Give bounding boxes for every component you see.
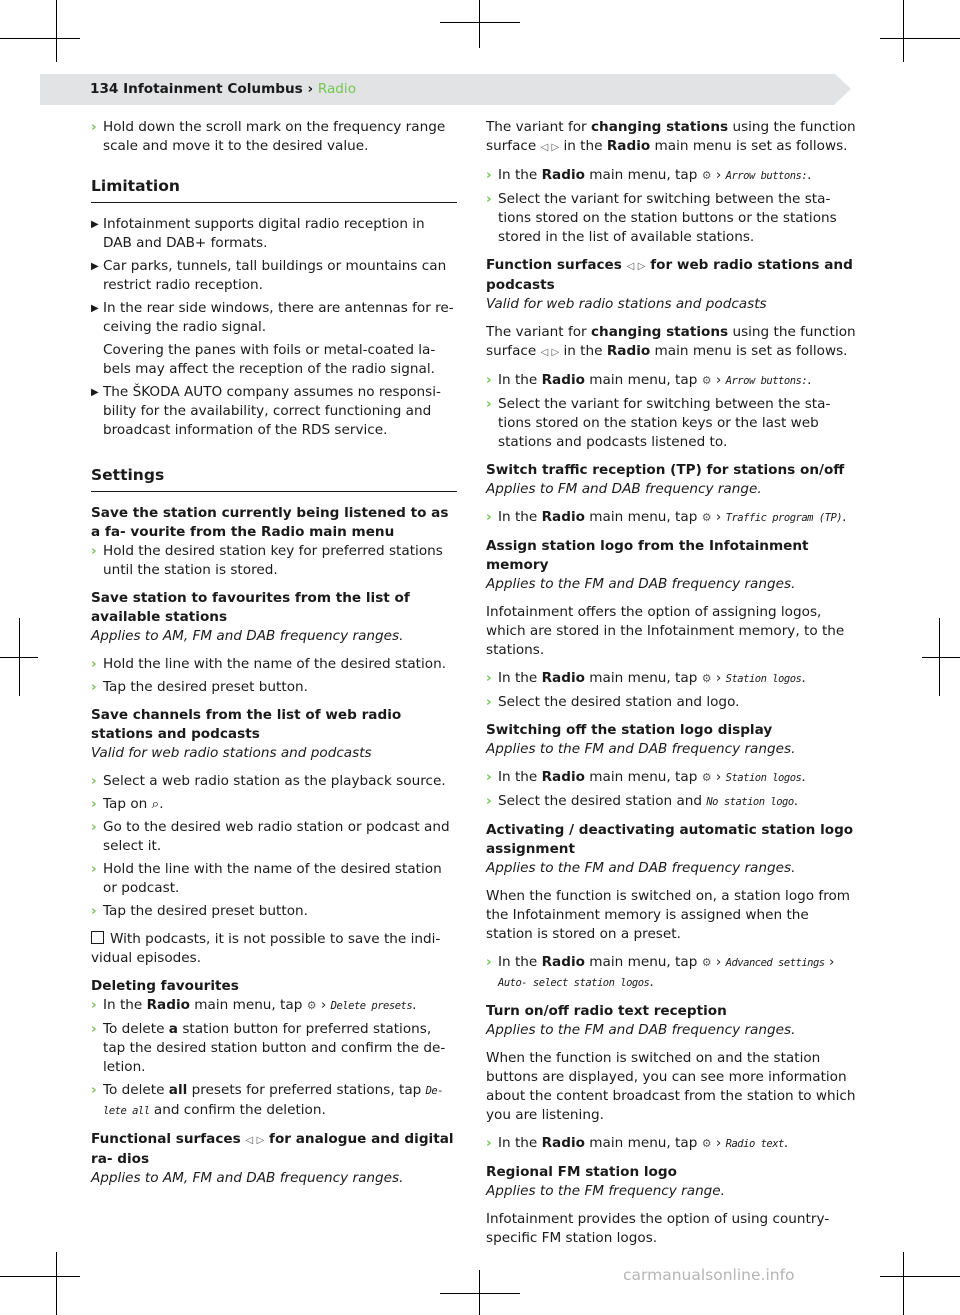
- step-item: [91, 772, 457, 791]
- step-chevron-icon: ›: [91, 819, 97, 835]
- paragraph: Infotainment provides the option of using country- specific FM station logos.: [486, 1211, 830, 1246]
- text: in the: [563, 138, 603, 154]
- triangle-bullet-icon: ▶: [91, 303, 99, 314]
- crop-mark: [479, 1270, 480, 1315]
- menu-name: Radio: [541, 509, 585, 525]
- step-item: [91, 655, 457, 674]
- step-text: .: [649, 974, 654, 990]
- step-chevron-icon: ›: [91, 679, 97, 695]
- paragraph: When the function is switched on and the station buttons are displayed, you can see more information about the content broadcast from the station to which you are listening.: [486, 1050, 856, 1123]
- step-item: [91, 795, 457, 814]
- crop-mark: [440, 1293, 520, 1294]
- title-text: Functional surfaces: [91, 1131, 241, 1147]
- text: using the function surface: [486, 324, 856, 359]
- settings-gear-icon: ⚙: [701, 1137, 712, 1150]
- step-text: main menu, tap: [589, 670, 698, 686]
- step-item: [91, 1081, 457, 1121]
- step-text: .: [842, 509, 847, 525]
- step-item: [91, 118, 457, 156]
- menu-command: Advanced settings: [725, 957, 825, 969]
- limitation-heading: Limitation: [91, 177, 457, 203]
- menu-name: Radio: [541, 769, 585, 785]
- subsection-title: Switch traffic reception (TP) for stations on/off: [486, 462, 845, 478]
- subsection-applies: Applies to the FM frequency range.: [486, 1183, 725, 1199]
- step-chevron-icon: ›: [486, 372, 492, 388]
- subsection-applies: Applies to the FM and DAB frequency ranges.: [486, 576, 796, 592]
- step-text: .: [801, 670, 806, 686]
- menu-name: Radio: [541, 372, 585, 388]
- triangle-bullet-icon: ▶: [91, 261, 99, 272]
- step-text: In the: [498, 769, 538, 785]
- note-icon: [91, 931, 104, 944]
- menu-command: Delete presets: [330, 1000, 413, 1012]
- step-text: main menu, tap: [194, 997, 303, 1013]
- settings-gear-icon: ⚙: [306, 999, 317, 1012]
- bullet-text: Infotainment supports digital radio reception in DAB and DAB+ formats.: [103, 216, 425, 251]
- menu-command: Traffic program (TP): [725, 512, 843, 524]
- step-text: .: [412, 997, 417, 1013]
- menu-command: Station logos: [725, 772, 802, 784]
- step-chevron-icon: ›: [91, 997, 97, 1013]
- nav-arrow-icon: ›: [715, 769, 722, 785]
- nav-arrow-icon: ›: [828, 954, 835, 970]
- step-chevron-icon: ›: [486, 191, 492, 207]
- emphasis: changing stations: [590, 324, 729, 340]
- step-item: [486, 768, 858, 788]
- right-column: [486, 118, 858, 1257]
- step-chevron-icon: ›: [91, 543, 97, 559]
- step-item: [486, 953, 858, 993]
- nav-arrow-icon: ›: [715, 954, 722, 970]
- step-text: Tap the desired preset button.: [103, 679, 308, 695]
- settings-gear-icon: ⚙: [701, 771, 712, 784]
- step-item: [486, 371, 858, 391]
- step-item: [486, 1134, 858, 1154]
- subsection-title: Save channels from the list of web radio stations and podcasts: [91, 707, 402, 742]
- nav-arrow-icon: ›: [715, 372, 722, 388]
- step-text: main menu, tap: [589, 372, 698, 388]
- step-text: presets for preferred stations, tap: [191, 1082, 422, 1098]
- subsection-applies: Applies to the FM and DAB frequency ranges.: [486, 741, 796, 757]
- text: The variant for: [486, 119, 587, 135]
- step-text: .: [159, 796, 164, 812]
- step-text: To delete: [103, 1082, 165, 1098]
- step-text: .: [807, 167, 812, 183]
- search-icon: ⌕: [151, 796, 160, 812]
- step-text: To delete: [103, 1021, 165, 1037]
- subsection-applies: Applies to AM, FM and DAB frequency ranges.: [91, 1170, 404, 1186]
- step-text: station button for preferred stations, tap the desired station button and confirm the de- letion.: [103, 1021, 446, 1075]
- text: main menu is set as follows.: [654, 138, 848, 154]
- step-chevron-icon: ›: [486, 670, 492, 686]
- step-chevron-icon: ›: [486, 167, 492, 183]
- menu-command: De- lete all: [103, 1085, 444, 1117]
- nav-arrow-icon: ›: [715, 167, 722, 183]
- step-text: Select the desired station and: [498, 793, 703, 809]
- step-item: [486, 395, 858, 452]
- step-text: In the: [103, 997, 143, 1013]
- step-item: [91, 542, 457, 580]
- nav-arrow-icon: ›: [320, 997, 327, 1013]
- settings-gear-icon: ⚙: [701, 511, 712, 524]
- title-text: for web radio stations and podcasts: [486, 257, 853, 293]
- emphasis: changing stations: [590, 119, 729, 135]
- step-chevron-icon: ›: [91, 1082, 97, 1098]
- step-item: [91, 902, 457, 921]
- emphasis: all: [168, 1082, 188, 1098]
- subsection-applies: Applies to FM and DAB frequency range.: [486, 481, 762, 497]
- crop-mark: [479, 0, 480, 48]
- step-text: Hold the line with the name of the desired station.: [103, 656, 447, 672]
- step-text: In the: [498, 1135, 538, 1151]
- step-chevron-icon: ›: [486, 396, 492, 412]
- note-text: With podcasts, it is not possible to save the indi- vidual episodes.: [91, 931, 441, 966]
- crop-mark: [880, 38, 960, 39]
- step-item: [91, 860, 457, 898]
- step-chevron-icon: ›: [486, 954, 492, 970]
- step-chevron-icon: ›: [91, 903, 97, 919]
- triangle-bullet-icon: ▶: [91, 219, 99, 230]
- text: main menu is set as follows.: [654, 343, 848, 359]
- bullet-item: [91, 383, 457, 440]
- step-text: Go to the desired web radio station or podcast and select it.: [103, 819, 450, 854]
- nav-arrow-icon: ›: [715, 670, 722, 686]
- section-title: Infotainment Columbus: [123, 81, 303, 97]
- subsection-title: [486, 256, 858, 295]
- menu-name: Radio: [606, 138, 651, 154]
- step-text: .: [793, 793, 799, 809]
- step-chevron-icon: ›: [91, 119, 97, 135]
- title-text: Function surfaces: [486, 257, 622, 273]
- step-chevron-icon: ›: [486, 769, 492, 785]
- emphasis: a: [168, 1021, 178, 1037]
- step-item: [486, 166, 858, 186]
- step-text: Select the variant for switching between the sta- tions stored on the station buttons or the stations stored in the list of available stations.: [498, 191, 837, 245]
- menu-command: Arrow buttons:: [725, 375, 808, 387]
- settings-gear-icon: ⚙: [701, 374, 712, 387]
- step-chevron-icon: ›: [91, 773, 97, 789]
- step-text: Select a web radio station as the playback source.: [103, 773, 446, 789]
- menu-name: Radio: [541, 1135, 585, 1151]
- breadcrumb-separator: ›: [307, 81, 314, 97]
- step-item: [486, 669, 858, 689]
- left-column: [91, 118, 457, 1197]
- settings-gear-icon: ⚙: [701, 956, 712, 969]
- crop-mark: [56, 1252, 57, 1315]
- menu-name: Radio: [606, 343, 651, 359]
- settings-heading: Settings: [91, 466, 457, 492]
- text: The variant for: [486, 324, 587, 340]
- subsection-title: [91, 1130, 457, 1169]
- arrow-buttons-icon: ◁ ▷: [245, 1135, 265, 1146]
- step-item: [486, 792, 858, 812]
- step-text: .: [801, 769, 806, 785]
- text: using the function surface: [486, 119, 856, 154]
- subsection-title: Save station to favourites from the list of available stations: [91, 590, 410, 625]
- step-text: .: [807, 372, 812, 388]
- bullet-item: [91, 215, 457, 253]
- step-item: [486, 693, 858, 712]
- crop-mark: [922, 657, 960, 658]
- step-item: [486, 190, 858, 247]
- menu-command: Radio text: [725, 1138, 784, 1150]
- subsection-applies: Applies to the FM and DAB frequency ranges.: [486, 860, 796, 876]
- bullet-subtext: Covering the panes with foils or metal-coated la- bels may affect the reception of the radio signal.: [103, 342, 436, 377]
- crop-mark: [903, 1252, 904, 1315]
- settings-gear-icon: ⚙: [701, 169, 712, 182]
- crop-mark: [0, 38, 80, 39]
- crop-mark: [939, 618, 940, 696]
- arrow-buttons-icon: ◁ ▷: [540, 142, 560, 153]
- subsection-title: Turn on/off radio text reception: [486, 1003, 727, 1019]
- step-text: main menu, tap: [589, 769, 698, 785]
- step-text: main menu, tap: [589, 1135, 698, 1151]
- subsection-title: Save the station currently being listened to as a fa- vourite from the Radio main menu: [91, 505, 449, 540]
- title-text: for analogue and digital ra- dios: [91, 1131, 454, 1167]
- subsection-applies: Applies to AM, FM and DAB frequency ranges.: [91, 628, 404, 644]
- crop-mark: [880, 1276, 960, 1277]
- paragraph: [486, 118, 858, 157]
- nav-arrow-icon: ›: [715, 1135, 722, 1151]
- step-text: .: [783, 1135, 789, 1151]
- step-text: In the: [498, 509, 538, 525]
- step-text: In the: [498, 372, 538, 388]
- step-chevron-icon: ›: [91, 1021, 97, 1037]
- step-text: Tap the desired preset button.: [103, 903, 308, 919]
- bullet-text: In the rear side windows, there are antennas for re- ceiving the radio signal.: [103, 300, 454, 335]
- step-chevron-icon: ›: [486, 509, 492, 525]
- step-text: main menu, tap: [589, 509, 698, 525]
- menu-command: Auto- select station logos: [498, 977, 650, 989]
- paragraph: Infotainment offers the option of assigning logos, which are stored in the Infotainment memory, to the stations.: [486, 604, 845, 658]
- step-text: In the: [498, 670, 538, 686]
- subsection-title: Deleting favourites: [91, 978, 239, 994]
- subsection-applies: Applies to the FM and DAB frequency ranges.: [486, 1022, 796, 1038]
- crop-mark: [56, 0, 57, 62]
- subsection-title: Radio: [317, 81, 357, 97]
- paragraph: When the function is switched on, a station logo from the Infotainment memory is assigned when the station is stored on a preset.: [486, 888, 851, 942]
- page-header: [90, 80, 356, 99]
- step-text: and confirm the deletion.: [153, 1102, 326, 1118]
- step-chevron-icon: ›: [91, 656, 97, 672]
- crop-mark: [440, 22, 520, 23]
- menu-name: Radio: [541, 954, 585, 970]
- subsection-title: Switching off the station logo display: [486, 722, 773, 738]
- step-text: main menu, tap: [589, 167, 698, 183]
- step-item: [91, 1020, 457, 1077]
- step-text: Tap on: [103, 796, 148, 812]
- nav-arrow-icon: ›: [715, 509, 722, 525]
- step-text: In the: [498, 954, 538, 970]
- header-band-tip: [835, 74, 851, 104]
- menu-name: Radio: [146, 997, 190, 1013]
- menu-command: Arrow buttons:: [725, 170, 808, 182]
- page-number: 134: [90, 81, 119, 97]
- bullet-text: Car parks, tunnels, tall buildings or mountains can restrict radio reception.: [103, 258, 447, 293]
- step-item: [486, 508, 858, 528]
- subsection-title: Assign station logo from the Infotainment memory: [486, 538, 809, 573]
- arrow-buttons-icon: ◁ ▷: [540, 347, 560, 358]
- step-text: Select the desired station and logo.: [498, 694, 740, 710]
- step-text: In the: [498, 167, 538, 183]
- settings-gear-icon: ⚙: [701, 672, 712, 685]
- bullet-item: [91, 299, 457, 337]
- crop-mark: [0, 1276, 80, 1277]
- note: [91, 930, 457, 968]
- subsection-applies: Valid for web radio stations and podcasts: [91, 745, 372, 761]
- paragraph: [486, 323, 858, 362]
- triangle-bullet-icon: ▶: [91, 387, 99, 398]
- menu-command: No station logo: [706, 796, 794, 808]
- menu-name: Radio: [541, 670, 585, 686]
- bullet-item: [91, 257, 457, 295]
- step-chevron-icon: ›: [486, 694, 492, 710]
- arrow-buttons-icon: ◁ ▷: [626, 261, 646, 272]
- step-chevron-icon: ›: [91, 861, 97, 877]
- crop-mark: [19, 618, 20, 696]
- step-item: [91, 996, 457, 1016]
- crop-mark: [903, 0, 904, 62]
- subsection-applies: Valid for web radio stations and podcasts: [486, 296, 767, 312]
- step-item: [91, 818, 457, 856]
- text: in the: [563, 343, 603, 359]
- step-chevron-icon: ›: [486, 793, 492, 809]
- bullet-text: The ŠKODA AUTO company assumes no responsi- bility for the availability, correct functioning and broadcast information of the RDS service.: [103, 384, 441, 438]
- step-text: Select the variant for switching between the sta- tions stored on the station keys or the last web stations and podcasts listened to.: [498, 396, 831, 450]
- step-text: Hold the line with the name of the desired station or podcast.: [103, 861, 442, 896]
- step-chevron-icon: ›: [91, 796, 97, 812]
- menu-name: Radio: [541, 167, 585, 183]
- subsection-title: Activating / deactivating automatic station logo assignment: [486, 822, 854, 857]
- step-text: Hold down the scroll mark on the frequency range scale and move it to the desired value.: [103, 119, 446, 154]
- step-item: [91, 678, 457, 697]
- step-text: Hold the desired station key for preferred stations until the station is stored.: [103, 543, 443, 578]
- step-chevron-icon: ›: [486, 1135, 492, 1151]
- watermark: carmanualsonline.info: [623, 1266, 795, 1284]
- menu-command: Station logos: [725, 673, 802, 685]
- step-text: main menu, tap: [589, 954, 698, 970]
- subsection-title: Regional FM station logo: [486, 1164, 677, 1180]
